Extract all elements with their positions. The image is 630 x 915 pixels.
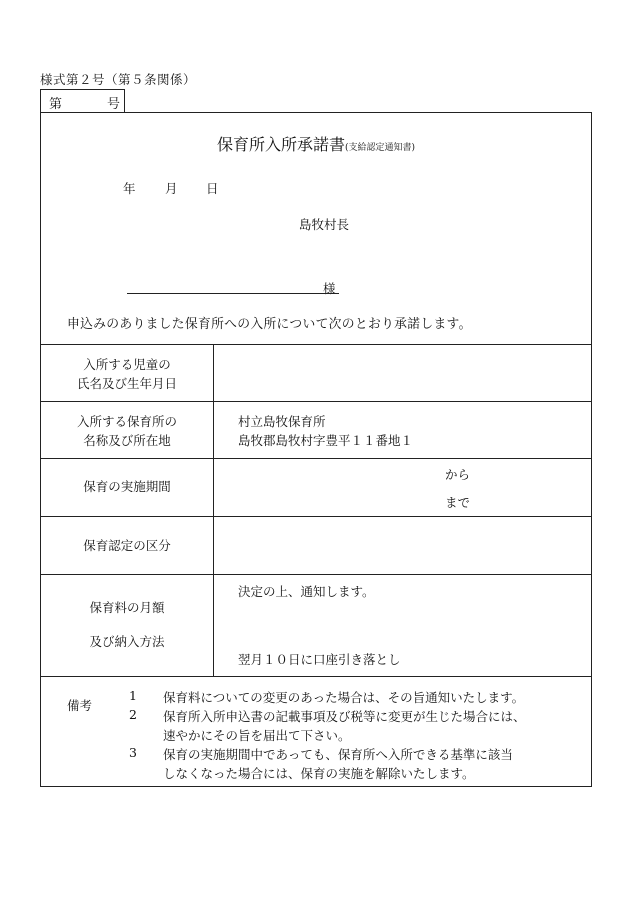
fee-label-line2: 及び納入方法 xyxy=(89,634,165,649)
fee-label-line1: 保育料の月額 xyxy=(89,600,165,615)
period-from: から xyxy=(445,467,471,482)
issue-date xyxy=(41,179,591,199)
date-day: 日 xyxy=(206,181,219,196)
note-text xyxy=(163,745,513,783)
facility-label-line1: 入所する保育所の xyxy=(76,414,177,429)
row-divider xyxy=(41,401,591,402)
child-label xyxy=(41,355,213,393)
facility-address: 島牧郡島牧村字豊平１１番地１ xyxy=(238,433,414,448)
recipient-name-line xyxy=(127,293,339,294)
note-line: 保育料についての変更のあった場合は、その旨通知いたします。 xyxy=(163,690,525,705)
category-label: 保育認定の区分 xyxy=(83,538,171,553)
child-label-line2: 氏名及び生年月日 xyxy=(76,376,177,391)
note-line: 保育の実施期間中であっても、保育所へ入所できる基準に該当 xyxy=(163,747,513,762)
document-number-box xyxy=(40,89,125,112)
note-number: 2 xyxy=(129,707,137,722)
fee-value-line2: 翌月１０日に口座引き落とし xyxy=(238,652,401,667)
notes-title: 備考 xyxy=(67,698,93,713)
child-label-line1: 入所する児童の xyxy=(83,357,171,372)
facility-name: 村立島牧保育所 xyxy=(238,414,326,429)
date-year: 年 xyxy=(123,181,136,196)
form-number-label: 様式第２号（第５条関係） xyxy=(40,72,197,87)
number-suffix: 号 xyxy=(107,97,121,112)
title-main: 保育所入所承諾書 xyxy=(216,135,345,154)
row-divider xyxy=(41,574,591,575)
facility-label xyxy=(41,412,213,450)
form-body xyxy=(40,112,592,787)
fee-value-line1: 決定の上、通知します。 xyxy=(238,584,375,599)
facility-value xyxy=(238,412,413,450)
row-divider xyxy=(41,516,591,517)
note-number: 1 xyxy=(129,688,137,703)
table-top-border xyxy=(41,344,591,345)
note-line: 速やかにその旨を届出て下さい。 xyxy=(163,728,351,743)
title-sub: (支給認定通知書) xyxy=(344,143,416,153)
facility-label-line2: 名称及び所在地 xyxy=(83,433,171,448)
recipient-honorific: 様 xyxy=(323,281,336,296)
number-prefix: 第 xyxy=(49,97,63,112)
note-line: しなくなった場合には、保育の実施を解除いたします。 xyxy=(163,766,475,781)
note-text xyxy=(163,688,524,707)
row-divider xyxy=(41,458,591,459)
intro-text: 申込みのありました保育所への入所について次のとおり承諾します。 xyxy=(67,317,472,332)
issuer-name: 島牧村長 xyxy=(299,217,350,232)
table-bottom-border xyxy=(41,676,591,677)
period-label: 保育の実施期間 xyxy=(83,479,171,494)
date-month: 月 xyxy=(165,181,178,196)
note-number: 3 xyxy=(129,745,137,760)
period-to: まで xyxy=(445,495,471,510)
column-divider xyxy=(213,344,214,676)
note-text xyxy=(163,707,526,745)
note-line: 保育所入所申込書の記載事項及び税等に変更が生じた場合には、 xyxy=(163,709,526,724)
document-title xyxy=(41,132,591,155)
